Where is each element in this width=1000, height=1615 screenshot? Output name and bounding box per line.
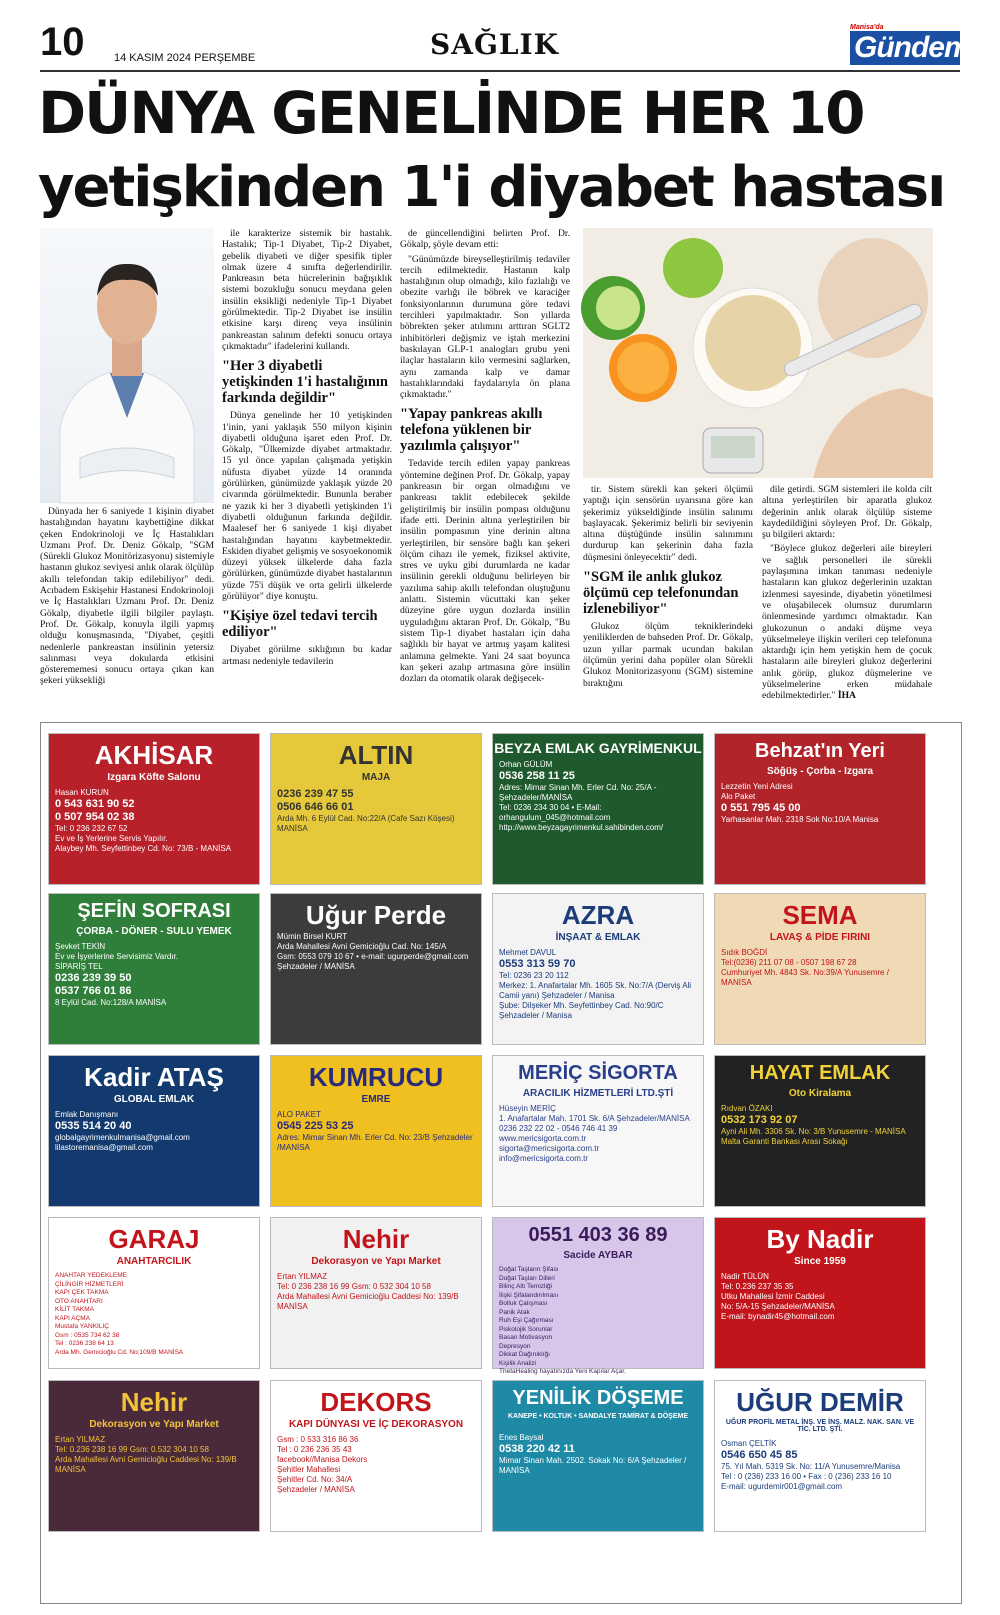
ad-line: Şehitler Cd. No: 34/A xyxy=(277,1475,353,1484)
ad-details xyxy=(499,1104,697,1164)
ad-subtitle: Since 1959 xyxy=(794,1256,846,1267)
ad-line: Şube: Dilşeker Mh. Seyfettinbey Cad. No:90/C Şehzadeler / Manisa xyxy=(499,1001,664,1020)
advertisement xyxy=(714,1217,926,1369)
article-column-2 xyxy=(222,228,392,670)
ad-line: sigorta@mericsigorta.com.tr xyxy=(499,1144,600,1153)
ad-line: SİPARİŞ TEL xyxy=(55,962,103,971)
ad-title: HAYAT EMLAK xyxy=(749,1062,891,1084)
article-column-1 xyxy=(40,506,214,690)
ad-details xyxy=(55,1272,253,1357)
advertisement xyxy=(492,1055,704,1207)
subheading: "Her 3 diyabetli yetişkinden 1'i hastalığının farkında değildir" xyxy=(222,358,388,407)
ad-line: OTO ANAHTARI xyxy=(55,1297,103,1305)
advertisement xyxy=(48,1055,260,1207)
ad-line: Kişilik Analizi xyxy=(499,1359,537,1367)
ad-line: 0236 239 47 55 xyxy=(277,788,354,800)
ad-title: SEMA xyxy=(782,900,858,930)
ad-line: Arda Mahallesi Avni Gemicioğlu Cad. No: 145/A xyxy=(277,942,447,951)
ad-title: UĞUR DEMİR xyxy=(736,1387,904,1417)
ad-line: 0553 313 59 70 xyxy=(499,958,576,970)
ad-line: Hasan KURUN xyxy=(55,788,109,797)
ad-details xyxy=(499,1433,697,1476)
advertisement xyxy=(714,733,926,885)
ad-details xyxy=(277,1272,475,1312)
ad-title: Nehir xyxy=(120,1387,188,1417)
ad-line: Alo Paket xyxy=(721,792,756,801)
advertisement xyxy=(270,1217,482,1369)
article-paragraph: "Günümüzde bireyselleştirilmiş tedaviler tercih edilmektedir. Hastanın kalp hastalığının olup olmadığı, kilo fazlalığı ve obezite varlığı ile böbrek ve karaciğer fonksiyonlarının durumuna göre tedavi tercihleri yapılmaktadır. Son yıllarda böbrekten şeker atılımını arttıran SGLT2 inhibitörleri değişmiz ve iştah merkezini baskılayan GLP-1 analogları grubu yeni ilaçlar hastaların kilo vermesini sağlarken, aynı zamanda kalp ve damar hastalıklarındaki faydalarıyla ön plana çıkmaktadır." xyxy=(400,253,570,401)
ad-subtitle: LAVAŞ & PİDE FIRINI xyxy=(769,932,871,943)
ad-line: Utku Mahallesi İzmir Caddesi xyxy=(721,1292,825,1301)
ad-details xyxy=(499,948,697,1021)
advertisement xyxy=(492,1380,704,1532)
ad-title: KUMRUCU xyxy=(308,1062,444,1092)
advertisement xyxy=(48,893,260,1045)
ad-line: Gsm : 0 533 316 86 36 xyxy=(277,1435,359,1444)
ad-details xyxy=(277,1110,475,1153)
ad-line: facebook//Manisa Dekors xyxy=(277,1455,368,1464)
ad-line: Arda Mh. Gemicioğlu Cd. No:109/B MANİSA xyxy=(55,1348,184,1356)
ad-line: Doğal Taşların Şifası xyxy=(499,1266,559,1273)
advertisement xyxy=(270,733,482,885)
ad-title: 0551 403 36 89 xyxy=(528,1224,668,1246)
ad-line: İlişki Şifalandırılması xyxy=(499,1291,559,1299)
ad-line: Enes Baysal xyxy=(499,1433,544,1442)
ad-line: Mustafa YANKILIÇ xyxy=(55,1323,109,1330)
ad-line: info@mericsigorta.com.tr xyxy=(499,1154,589,1163)
ad-line: No: 5/A-15 Şehzadeler/MANİSA xyxy=(721,1302,835,1311)
ad-line: Hüseyin MERİÇ xyxy=(499,1104,556,1113)
article-paragraph: Dünya genelinde her 10 yetişkinden 1'inin, yani yaklaşık 550 milyon kişinin diyabetli olduğuna işaret eden Prof. Dr. Gökalp, "Ülkemizde diyabet artmaktadır. 15 yıl önce yapılan çalışmada yetişkin nüfusta diyabet yüzde 14 oranında görülürken, günümüzde yaklaşık yüzde 20 civarında görülmektedir. Bununla beraber ne yazık ki her 3 diyabetli yetişkinden 1'i diyabetli olduğunun farkında değildir. Maalesef her 6 saniyede 1 kişi diyabet hastalığından hayatını kaybetmektedir. Eskiden diyabet gelişmiş ve sosyoekonomik düzeyi yüksek ülkelerde daha fazla görülürken, günümüzde diyabet hastalarının yüzde 75'i düşük ve orta gelirli ülkelerde görülüyor" diye konuştu. xyxy=(222,410,393,603)
ad-details xyxy=(721,1104,919,1147)
ad-line: 0535 514 20 40 xyxy=(55,1120,132,1132)
ad-line: lilastoremanisa@gmail.com xyxy=(55,1143,153,1152)
ad-line: Ertan YILMAZ xyxy=(277,1272,328,1281)
ad-subtitle: Dekorasyon ve Yapı Market xyxy=(89,1419,219,1430)
ad-title: YENİLİK DÖŞEME xyxy=(512,1387,684,1409)
ad-line: Mehmet DAVUL xyxy=(499,948,557,957)
ad-line: 8 Eylül Cad. No:128/A MANİSA xyxy=(55,998,167,1007)
ad-line: Basan Motivasyon xyxy=(499,1334,553,1341)
advertisement xyxy=(714,1055,926,1207)
ad-line: Osman ÇELTİK xyxy=(721,1439,777,1448)
ad-title: DEKORS xyxy=(320,1387,432,1417)
advertisement xyxy=(48,1217,260,1369)
ad-line: 0545 225 53 25 xyxy=(277,1120,354,1132)
ad-details xyxy=(721,1439,919,1492)
ad-line: E-mail: ugurdemir001@gmail.com xyxy=(721,1482,843,1491)
article-column-5 xyxy=(762,484,932,705)
ad-line: 0236 239 39 50 xyxy=(55,972,132,984)
section-title: SAĞLIK xyxy=(430,28,559,61)
ad-subtitle: Oto Kiralama xyxy=(788,1088,852,1099)
ad-line: Tel:(0236) 211 07 08 - 0507 198 67 28 xyxy=(721,958,857,967)
ad-line: Lezzetin Yeni Adresi xyxy=(721,782,793,791)
ad-details xyxy=(721,1272,919,1322)
ad-line: Ev ve İşyerlerine Servisimiz Vardır. xyxy=(55,952,178,961)
page-number: 10 xyxy=(40,20,85,64)
ad-title: Nehir xyxy=(342,1224,410,1254)
ad-line: 0532 173 92 07 xyxy=(721,1114,798,1126)
ad-subtitle: Sacide AYBAR xyxy=(563,1250,633,1261)
ad-line: ThetaHealing hayatınızda Yeni Kapılar Açar. xyxy=(499,1368,626,1375)
ad-line: 0537 766 01 86 xyxy=(55,985,132,997)
ad-subtitle: ANAHTARCILIK xyxy=(116,1256,192,1267)
ad-line: 0506 646 66 01 xyxy=(277,801,354,813)
ad-line: E-mail: bynadir45@hotmail.com xyxy=(721,1312,835,1321)
ad-details xyxy=(55,942,253,1008)
ad-line: Yarhasanlar Mah. 2318 Sok No:10/A Manisa xyxy=(721,815,879,824)
ad-subtitle: UĞUR PROFİL METAL İNŞ. VE İNŞ. MALZ. NAK. SAN. VE TİC. LTD. ŞTİ. xyxy=(725,1419,915,1433)
ad-line: KİLİT TAKMA xyxy=(55,1306,95,1313)
ad-line: KAPI ÇEK TAKMA xyxy=(55,1289,109,1296)
advertisement xyxy=(48,1380,260,1532)
ad-line: Nadir TÜLÜN xyxy=(721,1272,769,1281)
logo-small-text: Manisa'da xyxy=(850,24,884,31)
ad-line: Emlak Danışmanı xyxy=(55,1110,119,1119)
ad-line: Tel: 0236 23 20 112 xyxy=(499,971,569,980)
ad-line: Cumhuriyet Mh. 4843 Sk. No:39/A Yunusemre / MANİSA xyxy=(721,968,889,987)
ad-subtitle: GLOBAL EMLAK xyxy=(113,1094,195,1105)
doctor-photo xyxy=(40,228,214,503)
ad-details xyxy=(277,1435,475,1495)
advertisement xyxy=(270,1380,482,1532)
ad-title: AKHİSAR xyxy=(94,740,214,770)
ad-line: 0 543 631 90 52 xyxy=(55,798,135,810)
news-agency: İHA xyxy=(837,690,856,702)
subheading: "Kişiye özel tedavi tercih ediliyor" xyxy=(222,608,378,641)
ad-details xyxy=(277,788,475,834)
advertisement xyxy=(714,893,926,1045)
ad-subtitle: ÇORBA - DÖNER - SULU YEMEK xyxy=(76,926,232,937)
advertisement xyxy=(492,1217,704,1375)
ad-details xyxy=(721,948,919,988)
subheading: "Yapay pankreas akıllı telefona yüklenen bir yazılımla çalışıyor" xyxy=(400,406,543,455)
ad-line: Tel : 0 236 236 35 43 xyxy=(277,1445,352,1454)
advertisement xyxy=(492,733,704,885)
ad-line: Arda Mh. 6 Eylül Cad. No:22/A (Cafe Sazı Köşesi) MANİSA xyxy=(277,814,455,833)
food-and-glucometer-illustration xyxy=(583,228,933,478)
ad-line: Depresyon xyxy=(499,1342,531,1350)
ad-subtitle: KAPI DÜNYASI VE İÇ DEKORASYON xyxy=(288,1419,464,1430)
ad-title: Kadir ATAŞ xyxy=(84,1062,224,1092)
ad-line: 75. Yıl Mah. 5319 Sk. No: 11/A Yunusemre/Manisa xyxy=(721,1462,901,1471)
headline-line-2: yetişkinden 1'i diyabet hastası xyxy=(38,155,945,220)
ad-title: MERİÇ SİGORTA xyxy=(518,1062,678,1084)
ad-line: Ev ve İş Yerlerine Servis Yapılır. xyxy=(55,834,168,843)
ad-line: Sıdık BOĞDİ xyxy=(721,948,768,957)
ad-line: 1. Anafartalar Mah. 1701 Sk. 6/A Şehzadeler/MANİSA xyxy=(499,1114,690,1123)
headline-line-1: DÜNYA GENELİNDE HER 10 xyxy=(38,79,864,147)
ad-details xyxy=(499,1266,697,1377)
ad-details xyxy=(277,932,475,972)
ad-line: Şehitler Mahallesi xyxy=(277,1465,341,1474)
ad-line: 0236 232 22 02 - 0546 746 41 39 xyxy=(499,1124,618,1133)
ad-line: Ruh Eşi Çağırması xyxy=(499,1317,554,1324)
ad-line: 0538 220 42 11 xyxy=(499,1443,575,1455)
ad-title: AZRA xyxy=(561,900,635,930)
ad-subtitle: Dekorasyon ve Yapı Market xyxy=(311,1256,441,1267)
article-paragraph: Glukoz ölçüm tekniklerindeki yeniliklerden de bahseden Prof. Dr. Gökalp, uzun yıllar parmak ucundan bakılan ölçümün yerini daha popüler olan Sürekli Glukoz Monitorizasyonu (SGM) sistemine bıraktığını xyxy=(583,621,753,689)
advertisement xyxy=(492,893,704,1045)
article-paragraph: Dünyada her 6 saniyede 1 kişinin diyabet hastalığından hayatını kaybettiğine dikkat çeken Endokrinoloji ve İç Hastalıkları Uzmanı Prof. Dr. Deniz Gökalp, "SGM (Sürekli Glukoz Monitörizasyonu) sistemiyle hastanın glukoz seviyesi anlık olarak ölçülüp akıllı telefondan takip edilebiliyor" dedi. Acıbadem Eskişehir Hastanesi Endokrinoloji ve İç Hastalıkları Uzmanı Prof. Dr. Deniz Gökalp, diyabetle ilgili bilgiler paylaştı. Prof. Dr. Gökalp, konuyla ilgili yapmış olduğu konuşmasında, "Diyabet, çeşitli nedenlerle pankreastan insülinin yetersiz salınması veya dokularda etkisini gösterememesi sonucu ortaya çıkan kan şekeri yüksekliği xyxy=(40,506,214,687)
ad-line: Gsm: 0553 079 10 67 • e-mail: ugurperde@gmail.com xyxy=(277,952,469,961)
advertisement xyxy=(48,733,260,885)
ad-line: Malta Garanti Bankası Arası Sokağı xyxy=(721,1137,848,1146)
ad-line: Ayni Ali Mh. 3306 Sk. No: 3/B Yunusemre - MANİSA xyxy=(721,1127,906,1136)
ad-line: Tel : 0 (236) 233 16 00 • Fax : 0 (236) 233 16 10 xyxy=(721,1472,892,1481)
logo-main-text: Gündem xyxy=(850,31,960,65)
ad-line: Tel : 0236 238 64 13 xyxy=(55,1340,114,1347)
ad-line: Şehzadeler / MANİSA xyxy=(277,962,355,971)
ad-subtitle: KANEPE • KOLTUK • SANDALYE TAMİRAT & DÖŞEME xyxy=(507,1413,689,1420)
ad-line: Şehzadeler / MANİSA xyxy=(277,1485,355,1494)
ad-details xyxy=(55,788,253,854)
article-paragraph: tir. Sistem sürekli kan şekeri ölçümü yaptığı için sensörün uyarısına göre kan şekerimiz yükseldiğinde insülin salınımı başlayacak. Şekerimiz belirli bir seviyenin altına düştüğünde insülin salınımını durdurup kan şekerinin daha fazla düşmesini önleyecektir" dedi. xyxy=(583,484,753,563)
ad-line: Arda Mahallesi Avni Gemicioğlu Caddesi No: 139/B MANİSA xyxy=(55,1455,237,1474)
ad-line: Tel: 0.236 238 16 99 Gsm: 0.532 304 10 58 xyxy=(55,1445,209,1454)
ad-line: Mümin Birsel KURT xyxy=(277,932,348,941)
ad-line: 0 507 954 02 38 xyxy=(55,811,135,823)
ad-line: Doğal Taşları Dilleri xyxy=(499,1274,555,1282)
ad-line: ANAHTAR YEDEKLEME xyxy=(55,1272,128,1279)
ad-line: Orhan GÜLÜM xyxy=(499,760,553,769)
ad-line: 0 551 795 45 00 xyxy=(721,802,801,814)
ad-details xyxy=(55,1435,253,1475)
advertisement xyxy=(714,1380,926,1532)
article-column-4 xyxy=(583,484,753,692)
doctor-illustration xyxy=(40,228,214,503)
article-column-3 xyxy=(400,228,570,687)
ad-line: www.mericsigorta.com.tr xyxy=(499,1134,587,1143)
newspaper-logo xyxy=(850,24,970,66)
ad-subtitle: Izgara Köfte Salonu xyxy=(107,772,201,783)
ad-title: ŞEFİN SOFRASI xyxy=(77,900,231,922)
ad-line: Bilinç Altı Temizliği xyxy=(499,1283,552,1290)
header-rule xyxy=(40,70,960,72)
ad-line: Dikkat Dağınıklığı xyxy=(499,1351,550,1358)
ad-title: BEYZA EMLAK GAYRİMENKUL xyxy=(494,740,702,756)
ad-line: ÇİLİNGİR HİZMETLERİ xyxy=(55,1280,124,1288)
ad-line: Tel: 0236 234 30 04 • E-Mail: orhangulum_045@hotmail.com xyxy=(499,803,611,822)
ad-line: Tel: 0 236 232 67 52 xyxy=(55,824,128,833)
ad-subtitle: MAJA xyxy=(361,772,391,783)
ad-title: Uğur Perde xyxy=(305,900,447,930)
ad-details xyxy=(499,760,697,833)
ad-line: http://www.beyzagayrimenkul.sahibinden.com/ xyxy=(499,823,664,832)
ad-line: 0546 650 45 85 xyxy=(721,1449,798,1461)
ad-line: Bolluk Çalışması xyxy=(499,1300,548,1307)
ad-title: Behzat'ın Yeri xyxy=(755,740,885,762)
ad-line: KAPI AÇMA xyxy=(55,1314,91,1322)
article-paragraph: dile getirdi. SGM sistemleri ile kolda cilt altına yerleştirilen bir aparatla glukoz değerinin anlık olarak ölçülüp sisteme kaydedildiğini söyleyen Prof. Dr. Gökalp, şu bilgileri aktardı: xyxy=(762,484,932,541)
ad-line: Tel: 0.236 237 35 35 xyxy=(721,1282,794,1291)
ad-title: GARAJ xyxy=(108,1224,200,1254)
ad-title: ALTIN xyxy=(338,740,414,770)
ad-subtitle: Söğüş - Çorba - Izgara xyxy=(766,766,874,777)
ad-details xyxy=(721,782,919,825)
glucose-test-photo xyxy=(583,228,933,478)
ad-subtitle: ARACILIK HİZMETLERİ LTD.ŞTİ xyxy=(522,1088,674,1099)
ad-line: Arda Mahallesi Avni Gemicioğlu Caddesi No: 139/B MANİSA xyxy=(277,1292,459,1311)
ad-line: Ertan YILMAZ xyxy=(55,1435,106,1444)
article-paragraph: Tedavide tercih edilen yapay pankreas yöntemine değinen Prof. Dr. Gökalp, yapay pankreasın bir organ olmadığını ve pankreası taklit edebilecek şekilde geliştirilmiş bir insülin pompası olduğunu ifade etti. Derinin altına yerleştirilen bir insülin pompasının yine derinin altına yerleştirilen, bir sensöre bağlı kan şekeri ölçüm cihazı ile yemek, fiziksel aktivite, stres ve uyku gibi durumlarda ne kadar insülinin gerekli olduğunu belirleyen bir yazılıma sahip akıllı telefondan oluştuğunu anlattı. Sistemin vücuttaki kan şeker düzeyine göre uygun dozlarda insülin uyguladığını aktaran Prof. Dr. Gökalp, "Bu sistem Tip-1 diyabet hastaları için daha sağlıklı bir hayat ve artmış yaşam kalitesi anlamına gelmekte. Yani 24 saat boyunca kan şekeri azalıp artmasına göre insülin dozları da otomatik olarak değişecek- xyxy=(400,458,570,685)
ad-line: Panik Atak xyxy=(499,1308,530,1316)
ad-line: globalgayrimenkulmanisa@gmail.com xyxy=(55,1133,190,1142)
article-paragraph: de güncellendiğini belirten Prof. Dr. Gökalp, şöyle devam etti: xyxy=(400,228,570,251)
ad-line: Adres: Mimar Sinan Mh. Erler Cd. No: 25/A - Şehzadeler/MANİSA xyxy=(499,783,657,802)
ad-line: 0536 258 11 25 xyxy=(499,770,575,782)
ad-line: Piskolojik Sorunlar xyxy=(499,1325,553,1333)
issue-date: 14 KASIM 2024 PERŞEMBE xyxy=(114,52,256,64)
article-paragraph: ile karakterize sistemik bir hastalık. Hastalık; Tip-1 Diyabet, Tip-2 Diyabet, gebelik diyabeti ve diğer spesifik tipler olmak üzere 4 sınıfta değerlendirilir. Pankreasın beta hücrelerinin bağışıklık sistemi bozukluğu sonucu meydana gelen insülin eksikliği nedeniyle Tip-1 Diyabet görülmektedir. Tip-2 Diyabet ise insülin etkisine karşı direnç veya insülinin pankreastan salınım defekti sonucu ortaya çıkmaktadır" ifadelerini kullandı. xyxy=(222,228,392,352)
ad-line: Alaybey Mh. Seyfettinbey Cd. No: 73/B - MANİSA xyxy=(55,844,232,853)
ad-details xyxy=(55,1110,253,1153)
ad-title: By Nadir xyxy=(766,1224,874,1254)
ad-line: Rıdvan ÖZAKI xyxy=(721,1104,773,1113)
ad-line: Şevket TEKİN xyxy=(55,942,106,951)
ad-line: Tel: 0 236 238 16 99 Gsm: 0 532 304 10 58 xyxy=(277,1282,431,1291)
advertisement xyxy=(270,1055,482,1207)
article-paragraph: Diyabet görülme sıklığının bu kadar artması nedeniyle tedavilerin xyxy=(222,644,392,667)
advertisement xyxy=(270,893,482,1045)
ad-subtitle: EMRE xyxy=(361,1094,391,1105)
ad-line: ALO PAKET xyxy=(277,1110,321,1119)
subheading: "SGM ile anlık glukoz ölçümü cep telefonundan izlenebiliyor" xyxy=(583,569,739,618)
ad-line: Gsm : 0535 734 62 38 xyxy=(55,1331,120,1339)
ad-line: Mimar Sinan Mah. 2502. Sokak No: 6/A Şehzadeler / MANİSA xyxy=(499,1456,687,1475)
ad-line: Merkez: 1. Anafartalar Mh. 1605 Sk. No:7/A (Derviş Ali Camii yanı) Şehzadeler / Manisa xyxy=(499,981,692,1000)
article-paragraph-text: "Böylece glukoz değerleri aile bireyleri ve sağlık personelleri ile sürekli paylaşımına imkan tanıması nedeniyle hastaların kan glukoz değerlerinin uzaktan izlenmesi sayesinde, diyabetin yönetilmesi ve oluşabilecek olumsuz durumların önlenmesinde yardımcı olmaktadır. Kan glukozunun o andaki düşme veya yükselmeleye ilişkin verileri cep telefonuna aktardığı için hem yetişkin hem de çocuk hastaların aile bireyleri glukoz değerlerini anlık görüp, glukoz düşmelerine ve yükselmelerine erken müdahale edebilmektedirler." xyxy=(762,543,932,702)
article-paragraph xyxy=(762,543,932,701)
ad-line: Adres: Mimar Sinan Mh. Erler Cd. No: 23/B Şehzadeler /MANİSA xyxy=(277,1133,473,1152)
ad-subtitle: İNŞAAT & EMLAK xyxy=(555,932,641,943)
